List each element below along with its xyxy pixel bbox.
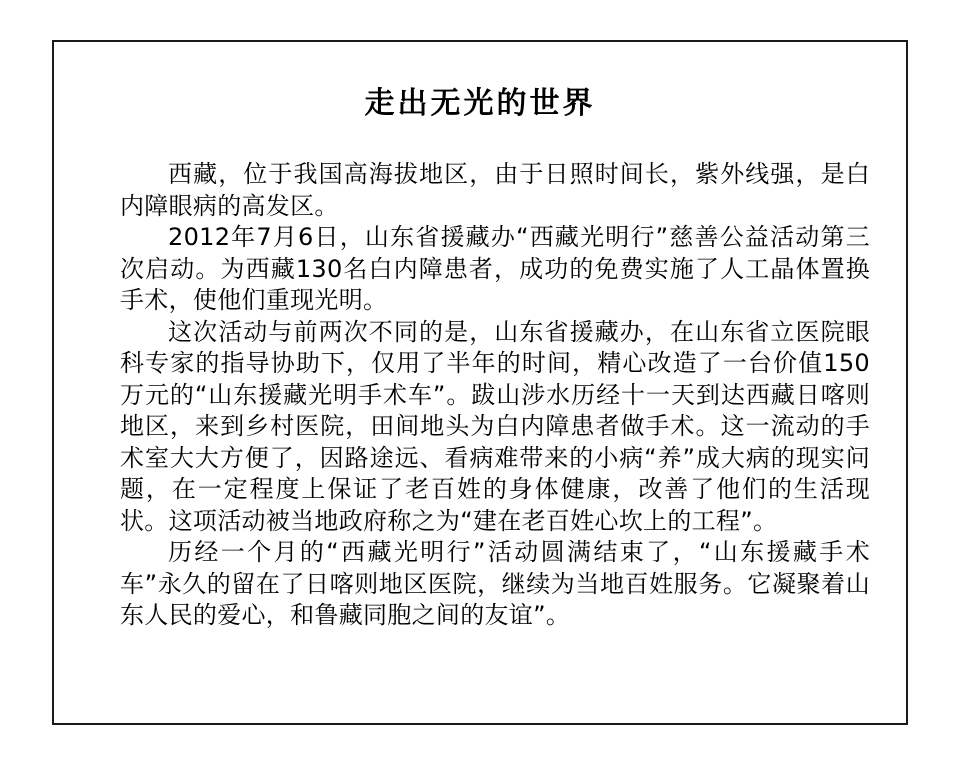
paragraph-2: 2012年7月6日，山东省援藏办“西藏光明行”慈善公益活动第三次启动。为西藏130名白内障患者，成功的免费实施了人工晶体置换手术，使他们重现光明。 [120,223,870,314]
article-body [120,159,870,632]
article-title: 走出无光的世界 [364,86,596,121]
paragraph-1: 西藏，位于我国高海拔地区，由于日照时间长，紫外线强，是白内障眼病的高发区。 [120,160,870,220]
paragraph-4: 历经一个月的“西藏光明行”活动圆满结束了，“山东援藏手术车”永久的留在了日喀则地区医院，继续为当地百姓服务。它凝聚着山东人民的爱心，和鲁藏同胞之间的友谊”。 [120,538,870,629]
article-frame [52,40,908,725]
paragraph-3: 这次活动与前两次不同的是，山东省援藏办，在山东省立医院眼科专家的指导协助下，仅用了半年的时间，精心改造了一台价值150万元的“山东援藏光明手术车”。跋山涉水历经十一天到达西藏日喀则地区，来到乡村医院，田间地头为白内障患者做手术。这一流动的手术室大大方便了，因路途远、看病难带来的小病“养”成大病的现实问题，在一定程度上保证了老百姓的身体健康，改善了他们的生活现状。这项活动被当地政府称之为“建在老百姓心坎上的工程”。 [120,317,870,535]
